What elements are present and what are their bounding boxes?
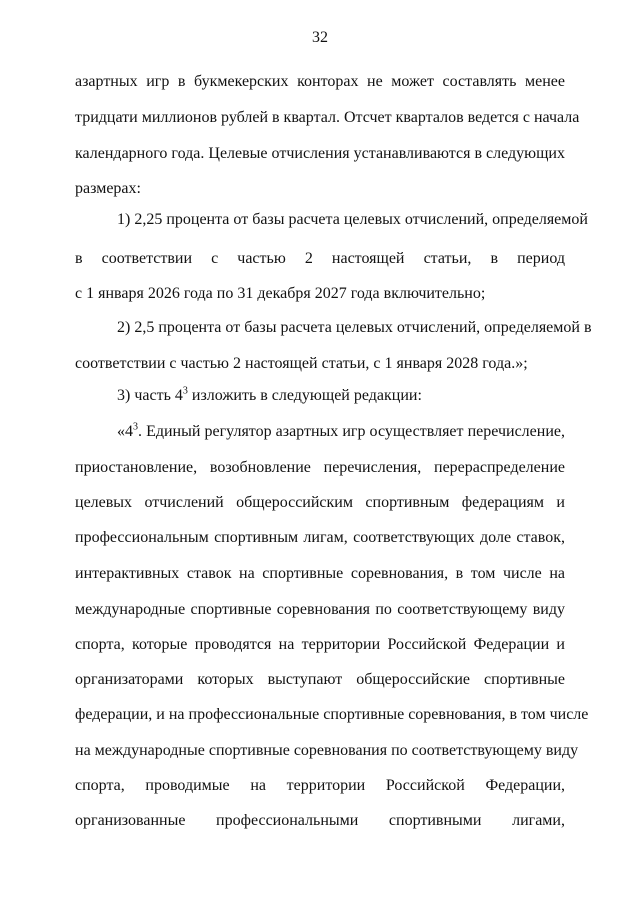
page-number: 32 [312,29,328,46]
text-line: международные спортивные соревнования по соответствующему виду [75,601,565,618]
text-line: соответствии с частью 2 настоящей статьи, с 1 января 2028 года.»; [75,355,528,372]
text-line: тридцати миллионов рублей в квартал. Отсчет кварталов ведется с начала [75,109,580,126]
text-part: . Единый регулятор азартных игр осуществляет перечисление, [138,423,565,440]
list-item-1: 1) 2,25 процента от базы расчета целевых отчислений, определяемой [117,211,588,228]
superscript: 3 [133,421,138,433]
list-item-2: 2) 2,5 процента от базы расчета целевых отчислений, определяемой в [117,319,592,336]
text-line: календарного года. Целевые отчисления устанавливаются в следующих [75,145,565,162]
text-line: организованные профессиональными спортивными лигами, [75,812,565,829]
text-line: приостановление, возобновление перечисления, перераспределение [75,459,565,476]
text-line: федерации, и на профессиональные спортивные соревнования, в том числе [75,706,589,723]
text-part: «4 [117,423,133,440]
text-line: спорта, проводимые на территории Российской Федерации, [75,777,565,794]
text-part: 3) часть 4 [117,387,183,404]
text-line: организаторами которых выступают общероссийские спортивные [75,671,565,688]
superscript: 3 [182,385,188,397]
text-line: в соответствии с частью 2 настоящей статьи, в период [75,250,565,267]
text-line: азартных игр в букмекерских конторах не может составлять менее [75,73,565,90]
text-line: спорта, которые проводятся на территории Российской Федерации и [75,636,565,653]
text-line: с 1 января 2026 года по 31 декабря 2027 года включительно; [75,285,486,302]
text-line: интерактивных ставок на спортивные соревнования, в том числе на [75,565,565,582]
text-line: размерах: [75,180,141,197]
text-line: на международные спортивные соревнования по соответствующему виду [75,742,579,759]
text-part: изложить в следующей редакции: [187,387,422,404]
text-line: целевых отчислений общероссийским спортивным федерациям и [75,494,565,511]
text-line: профессиональным спортивным лигам, соответствующих доле ставок, [75,529,565,546]
quoted-paragraph-start [117,422,565,442]
list-item-3 [117,386,565,406]
